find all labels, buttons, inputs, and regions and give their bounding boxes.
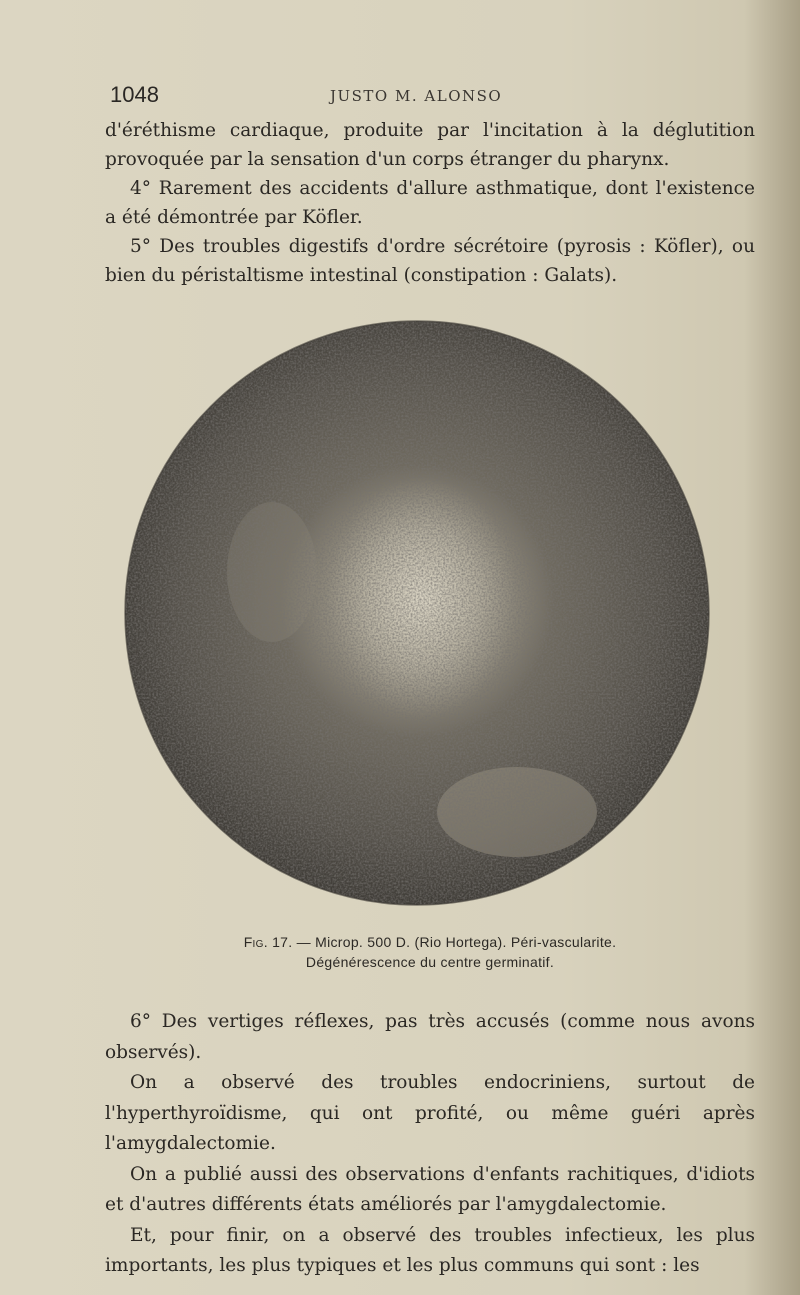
body-text-bottom [105, 1007, 755, 1282]
body-text-top [105, 116, 755, 290]
running-head: JUSTO M. ALONSO [330, 87, 503, 105]
paragraph-endocrine: On a observé des troubles endocriniens, surtout de l'hyperthyroïdisme, qui ont profité, ou même guéri après l'amygdalectomie. [105, 1072, 755, 1154]
figure-caption [105, 932, 755, 972]
caption-text-1: — Microp. 500 D. (Rio Hortega). Péri-vascularite. [292, 934, 617, 950]
paragraph-item-5: 5° Des troubles digestifs d'ordre sécrétoire (pyrosis : Köfler), ou bien du péristaltisme intestinal (constipation : Galats). [105, 236, 755, 286]
paragraph-item-4: 4° Rarement des accidents d'allure asthmatique, dont l'existence a été démontrée par Köfler. [105, 178, 755, 228]
figure-label: Fig. 17. [243, 934, 293, 950]
page-number: 1048 [110, 82, 159, 107]
caption-line-1 [105, 932, 755, 952]
page-header [110, 82, 750, 112]
paragraph-infectious: Et, pour finir, on a observé des troubles infectieux, les plus importants, les plus typiques et les plus communs qui sont : les [105, 1224, 755, 1276]
paragraph-item-6: 6° Des vertiges réflexes, pas très accusés (comme nous avons observés). [105, 1011, 755, 1063]
micrograph-figure [122, 312, 712, 914]
caption-line-2: Dégénérescence du centre germinatif. [305, 954, 555, 970]
micrograph-image [122, 312, 712, 914]
paragraph-rachitic: On a publié aussi des observations d'enfants rachitiques, d'idiots et d'autres différents états améliorés par l'amygdalectomie. [105, 1163, 755, 1215]
paragraph-continuation: d'éréthisme cardiaque, produite par l'incitation à la déglutition provoquée par la sensation d'un corps étranger du pharynx. [105, 120, 755, 170]
